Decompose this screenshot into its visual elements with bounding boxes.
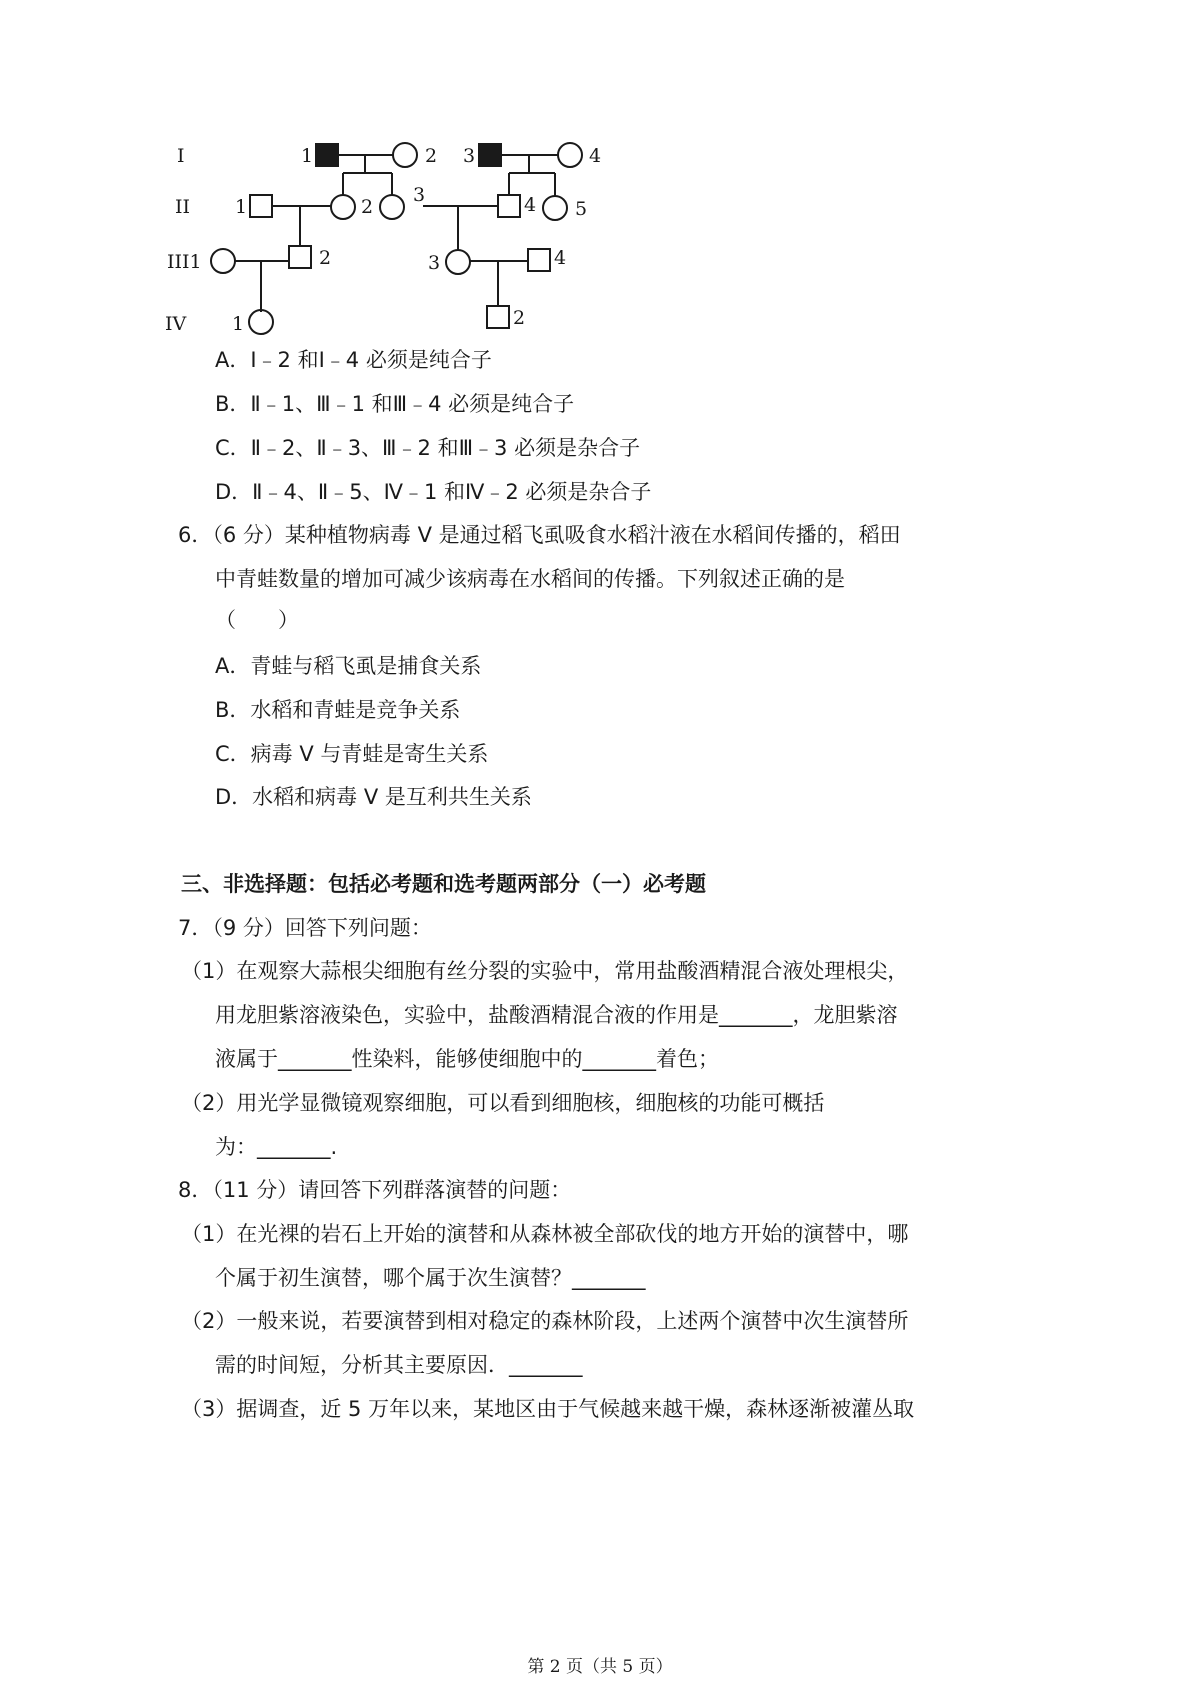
pedigree-I2-female: [393, 143, 417, 167]
page-footer: 第 2 页（共 5 页）: [527, 1657, 673, 1677]
label-II4: 4: [524, 194, 537, 216]
q8-part3-line1: （3）据调查，近 5 万年以来，某地区由于气候越来越干燥，森林逐渐被灌丛取: [181, 1397, 915, 1421]
q6-option-b: B．水稻和青蛙是竞争关系: [215, 698, 461, 722]
label-III2: 2: [319, 247, 332, 269]
label-III4: 4: [554, 247, 567, 269]
label-II2: 2: [361, 196, 374, 218]
q5-option-a: A．Ⅰ﹣2 和Ⅰ﹣4 必须是纯合子: [215, 348, 492, 372]
q6-stem-line1: 6．（6 分）某种植物病毒 V 是通过稻飞虱吸食水稻汁液在水稻间传播的，稻田: [178, 523, 901, 547]
pedigree-II3-female: [380, 195, 404, 219]
generation-label-III: III1: [167, 251, 202, 273]
pedigree-I1-affected-male: [316, 144, 338, 166]
q6-option-c: C．病毒 V 与青蛙是寄生关系: [215, 742, 489, 766]
pedigree-I4-female: [558, 143, 582, 167]
q8-part2-line1: （2）一般来说，若要演替到相对稳定的森林阶段，上述两个演替中次生演替所: [181, 1309, 909, 1333]
pedigree-IV2-male: [487, 306, 509, 328]
q8-title: 8．（11 分）请回答下列群落演替的问题：: [178, 1178, 572, 1202]
pedigree-II4-male: [498, 195, 520, 217]
pedigree-I3-affected-male: [479, 144, 501, 166]
q7-part2-line1: （2）用光学显微镜观察细胞，可以看到细胞核，细胞核的功能可概括: [181, 1091, 825, 1115]
label-I1: 1: [301, 145, 314, 167]
label-III3: 3: [428, 252, 441, 274]
label-I2: 2: [425, 145, 438, 167]
label-II1: 1: [235, 196, 248, 218]
q6-option-a: A．青蛙与稻飞虱是捕食关系: [215, 654, 482, 678]
q8-part2-line2: 需的时间短，分析其主要原因．_______: [215, 1353, 583, 1377]
q6-option-d: D．水稻和病毒 V 是互利共生关系: [215, 785, 532, 809]
pedigree-III1-female: [211, 249, 235, 273]
label-II5: 5: [575, 198, 588, 220]
q8-part1-line2: 个属于初生演替，哪个属于次生演替？_______: [215, 1266, 646, 1290]
q5-option-c: C．Ⅱ﹣2、Ⅱ﹣3、Ⅲ﹣2 和Ⅲ﹣3 必须是杂合子: [215, 436, 641, 460]
pedigree-IV1-female: [249, 310, 273, 334]
q7-part1-line1: （1）在观察大蒜根尖细胞有丝分裂的实验中，常用盐酸酒精混合液处理根尖，: [181, 959, 909, 983]
q5-option-b: B．Ⅱ﹣1、Ⅲ﹣1 和Ⅲ﹣4 必须是纯合子: [215, 392, 575, 416]
label-IV2: 2: [513, 307, 526, 329]
q7-part1-line3: 液属于_______性染料，能够使细胞中的_______着色；: [215, 1047, 719, 1071]
generation-label-II: II: [175, 196, 191, 218]
label-I4: 4: [589, 145, 602, 167]
pedigree-III4-male: [528, 249, 550, 271]
label-II3: 3: [413, 184, 426, 206]
q7-part2-line2: 为：_______.: [215, 1135, 338, 1159]
pedigree-III3-female: [446, 250, 470, 274]
section-3-title: 三、非选择题：包括必考题和选考题两部分（一）必考题: [181, 872, 706, 896]
pedigree-II2-female: [331, 195, 355, 219]
q7-part1-line2: 用龙胆紫溶液染色，实验中，盐酸酒精混合液的作用是_______，龙胆紫溶: [215, 1003, 898, 1027]
q6-answer-blank: （ ）: [215, 608, 299, 632]
q5-option-d: D．Ⅱ﹣4、Ⅱ﹣5、Ⅳ﹣1 和Ⅳ﹣2 必须是杂合子: [215, 480, 652, 504]
generation-label-I: I: [177, 145, 185, 167]
generation-label-IV: IV: [165, 313, 187, 335]
pedigree-II5-female: [543, 196, 567, 220]
label-I3: 3: [463, 145, 476, 167]
label-IV1: 1: [232, 313, 245, 335]
q7-title: 7．（9 分）回答下列问题：: [178, 916, 432, 940]
pedigree-II1-male: [250, 195, 272, 217]
q8-part1-line1: （1）在光裸的岩石上开始的演替和从森林被全部砍伐的地方开始的演替中，哪: [181, 1222, 909, 1246]
pedigree-diagram: [165, 128, 615, 343]
q6-stem-line2: 中青蛙数量的增加可减少该病毒在水稻间的传播。下列叙述正确的是: [215, 567, 845, 591]
pedigree-III2-male: [289, 246, 311, 268]
